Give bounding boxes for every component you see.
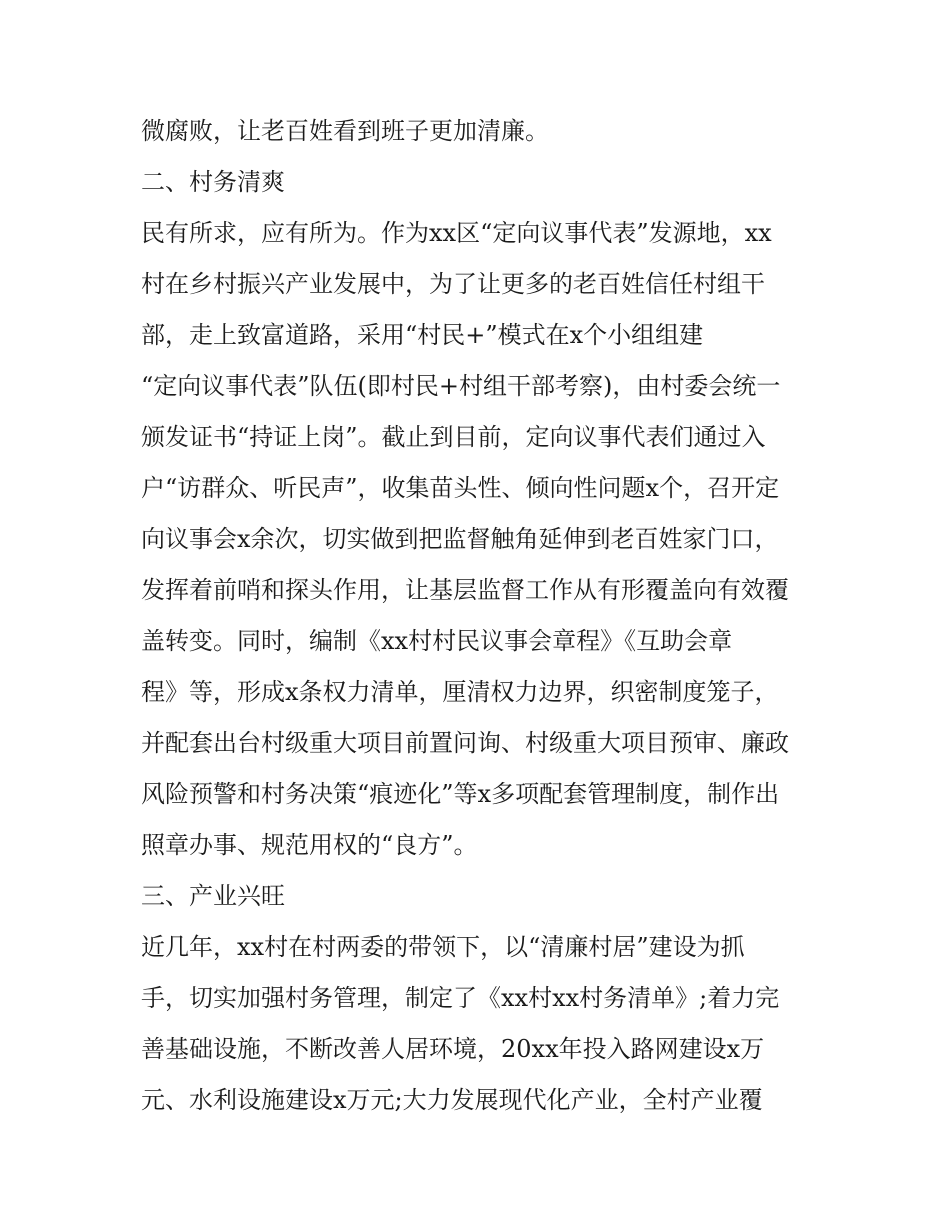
text-line: 微腐败，让老百姓看到班子更加清廉。 — [141, 117, 549, 145]
text-line: 程》等，形成x条权力清单，厘清权力边界，织密制度笼子， — [141, 678, 779, 706]
text-line: 手，切实加强村务管理，制定了《xx村xx村务清单》;着力完 — [141, 984, 780, 1012]
section-heading: 二、村务清爽 — [141, 168, 285, 196]
text-line: 近几年，xx村在村两委的带领下，以“清廉村居”建设为抓 — [141, 933, 745, 961]
text-line: 发挥着前哨和探头作用，让基层监督工作从有形覆盖向有效覆 — [141, 576, 789, 604]
text-line: 部，走上致富道路，采用“村民+”模式在x个小组组建 — [141, 321, 704, 349]
text-line: 元、水利设施建设x万元;大力发展现代化产业，全村产业覆 — [141, 1086, 763, 1114]
section-heading: 三、产业兴旺 — [141, 882, 285, 910]
text-line: 颁发证书“持证上岗”。截止到目前，定向议事代表们通过入 — [141, 423, 766, 451]
text-line: 村在乡村振兴产业发展中，为了让更多的老百姓信任村组干 — [141, 270, 765, 298]
text-line: 照章办事、规范用权的“良方”。 — [141, 831, 478, 859]
body-text — [141, 106, 841, 1126]
text-line: 并配套出台村级重大项目前置问询、村级重大项目预审、廉政 — [141, 729, 789, 757]
text-line: 向议事会x余次，切实做到把监督触角延伸到老百姓家门口， — [141, 525, 779, 553]
text-line: 民有所求，应有所为。作为xx区“定向议事代表”发源地，xx — [141, 219, 772, 247]
text-line: 盖转变。同时，编制《xx村村民议事会章程》《互助会章 — [141, 627, 733, 655]
text-line: 户“访群众、听民声”，收集苗头性、倾向性问题x个，召开定 — [141, 474, 780, 502]
text-line: 风险预警和村务决策“痕迹化”等x多项配套管理制度，制作出 — [141, 780, 780, 808]
text-line: 善基础设施，不断改善人居环境，20xx年投入路网建设x万 — [141, 1035, 765, 1063]
text-line: “定向议事代表”队伍(即村民+村组干部考察)，由村委会统一 — [141, 372, 781, 400]
